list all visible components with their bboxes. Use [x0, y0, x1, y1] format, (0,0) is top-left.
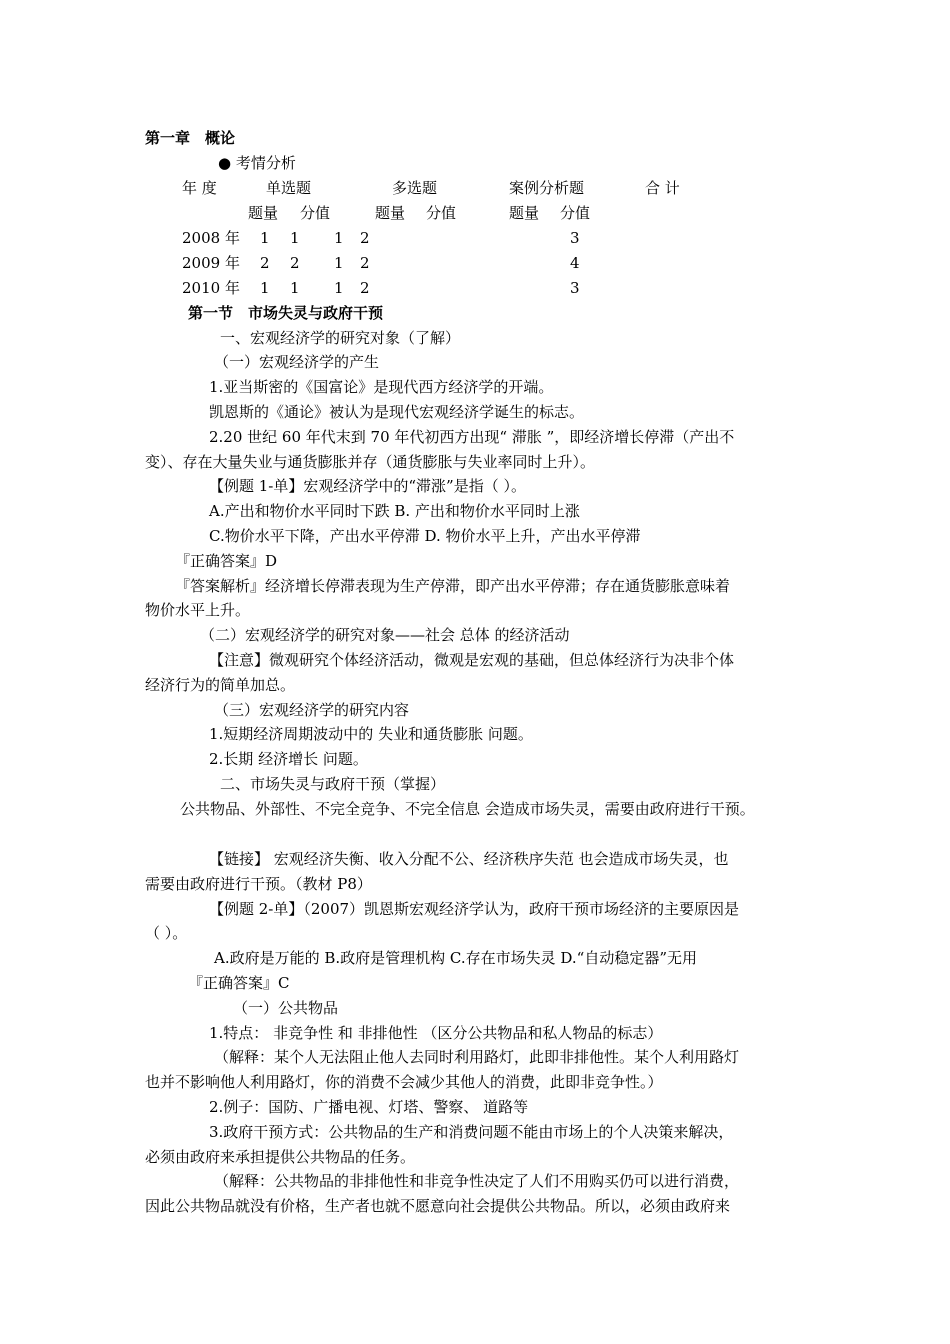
table-cell: 2: [360, 229, 370, 247]
paragraph: 公共物品、外部性、不完全竞争、不完全信息 会造成市场失灵，需要由政府进行干预。: [180, 800, 755, 818]
table-header-total: 合 计: [645, 179, 680, 197]
paragraph: 2.长期 经济增长 问题。: [209, 750, 368, 768]
table-header-case: 案例分析题: [509, 179, 585, 197]
table-subheader: 分值: [560, 204, 591, 222]
example-question: 【例题 2-单】（2007）凯恩斯宏观经济学认为，政府干预市场经济的主要原因是: [209, 900, 740, 918]
answer-explanation: 物价水平上升。: [145, 601, 251, 619]
table-cell: 1: [290, 229, 300, 247]
example-question: 【例题 1-单】宏观经济学中的“滞涨”是指（ ）。: [209, 477, 526, 495]
explanation: （解释：某个人无法阻止他人去同时利用路灯，此即非排他性。某个人利用路灯: [214, 1048, 740, 1066]
paragraph: 必须由政府来承担提供公共物品的任务。: [145, 1148, 416, 1166]
paragraph: 凯恩斯的《通论》被认为是现代宏观经济学诞生的标志。: [209, 403, 585, 421]
note: 【注意】微观研究个体经济活动，微观是宏观的基础，但总体经济行为决非个体: [209, 651, 735, 669]
table-subheader: 分值: [300, 204, 331, 222]
table-total: 3: [570, 279, 580, 297]
chapter-title: 第一章 概论: [145, 129, 236, 147]
table-cell: 2: [260, 254, 270, 272]
subheading: （二）宏观经济学的研究对象——社会 总体 的经济活动: [200, 626, 570, 644]
link-note: 需要由政府进行干预。（教材 P8）: [145, 875, 372, 893]
table-cell: 2: [290, 254, 300, 272]
subheading: （一）公共物品: [233, 999, 339, 1017]
heading-1: 一、宏观经济学的研究对象（了解）: [220, 329, 461, 347]
table-cell: 1: [260, 229, 270, 247]
subheading: （三）宏观经济学的研究内容: [214, 701, 410, 719]
answer-options: C.物价水平下降，产出水平停滞 D. 物价水平上升，产出水平停滞: [209, 527, 641, 545]
correct-answer: 『正确答案』D: [175, 552, 278, 570]
table-header-single: 单选题: [266, 179, 312, 197]
table-year: 2008 年: [182, 229, 240, 247]
paragraph: 2.例子：国防、广播电视、灯塔、警察、 道路等: [209, 1098, 529, 1116]
link-note: 【链接】 宏观经济失衡、收入分配不公、经济秩序失范 也会造成市场失灵，也: [209, 850, 729, 868]
correct-answer: 『正确答案』C: [188, 974, 290, 992]
table-year: 2010 年: [182, 279, 240, 297]
answer-explanation: 『答案解析』经济增长停滞表现为生产停滞，即产出水平停滞；存在通货膨胀意味着: [175, 577, 731, 595]
example-question: （ ）。: [145, 924, 188, 942]
explanation: （解释：公共物品的非排他性和非竞争性决定了人们不用购买仍可以进行消费，: [214, 1172, 740, 1190]
table-total: 4: [570, 254, 580, 272]
note: 经济行为的简单加总。: [145, 676, 296, 694]
table-cell: 2: [360, 279, 370, 297]
paragraph: 3.政府干预方式：公共物品的生产和消费问题不能由市场上的个人决策来解决，: [209, 1123, 734, 1141]
paragraph: 1.亚当斯密的《国富论》是现代西方经济学的开端。: [209, 378, 554, 396]
answer-options: A.产出和物价水平同时下跌 B. 产出和物价水平同时上涨: [209, 502, 580, 520]
subheading: （一）宏观经济学的产生: [214, 353, 380, 371]
analysis-heading: ● 考情分析: [218, 154, 296, 172]
table-year: 2009 年: [182, 254, 240, 272]
table-cell: 1: [334, 279, 344, 297]
explanation: 也并不影响他人利用路灯，你的消费不会减少其他人的消费，此即非竞争性。）: [145, 1073, 663, 1091]
heading-2: 二、市场失灵与政府干预（掌握）: [220, 775, 446, 793]
table-subheader: 题量: [248, 204, 279, 222]
paragraph: 变）、存在大量失业与通货膨胀并存（通货膨胀与失业率同时上升）。: [145, 453, 596, 471]
table-cell: 2: [360, 254, 370, 272]
table-subheader: 题量: [375, 204, 406, 222]
table-subheader: 分值: [426, 204, 457, 222]
paragraph: 1.短期经济周期波动中的 失业和通货膨胀 问题。: [209, 725, 533, 743]
table-total: 3: [570, 229, 580, 247]
explanation: 因此公共物品就没有价格，生产者也就不愿意向社会提供公共物品。所以，必须由政府来: [145, 1197, 731, 1215]
table-header-year: 年 度: [182, 179, 217, 197]
table-subheader: 题量: [509, 204, 540, 222]
table-header-multiple: 多选题: [392, 179, 438, 197]
paragraph: 2.20 世纪 60 年代末到 70 年代初西方出现“ 滞胀 ”，即经济增长停滞（产出不: [209, 428, 735, 446]
table-cell: 1: [334, 254, 344, 272]
table-cell: 1: [260, 279, 270, 297]
paragraph: 1.特点： 非竞争性 和 非排他性 （区分公共物品和私人物品的标志）: [209, 1024, 663, 1042]
table-cell: 1: [290, 279, 300, 297]
section-title: 第一节 市场失灵与政府干预: [188, 304, 384, 322]
answer-options: A.政府是万能的 B.政府是管理机构 C.存在市场失灵 D.“自动稳定器”无用: [214, 949, 698, 967]
table-cell: 1: [334, 229, 344, 247]
